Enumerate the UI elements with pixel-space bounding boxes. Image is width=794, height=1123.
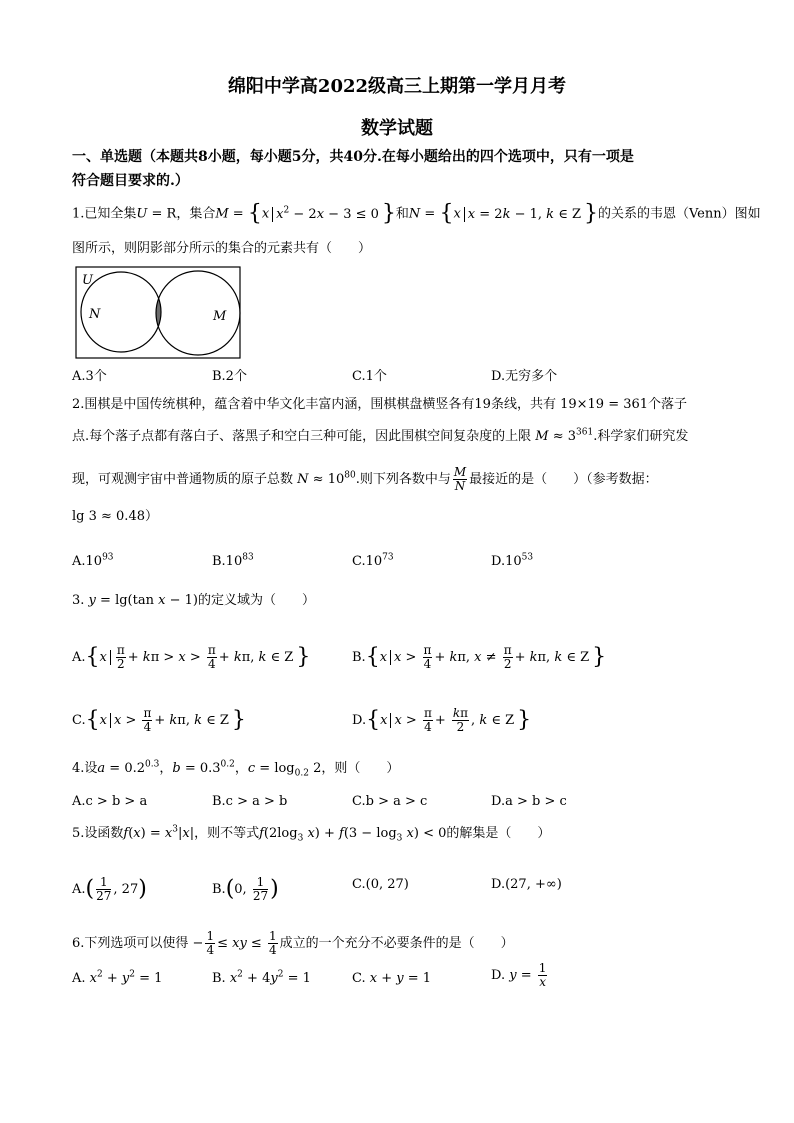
venn-diagram xyxy=(75,266,241,360)
q2-stem-line2: 点.每个落子点都有落白子、落黑子和空白三种可能，因此围棋空间复杂度的上限 $M \approx 3^{361}$.科学家们研究发 xyxy=(72,427,689,444)
venn-circle-m xyxy=(156,271,240,355)
q1-option-a[interactable]: A.3个 xyxy=(72,369,107,384)
q1-option-c[interactable]: C.1个 xyxy=(352,369,387,384)
venn-label-m: M xyxy=(213,309,227,324)
q4-option-b[interactable]: B.c > a > b xyxy=(212,794,288,809)
q2-stem-line4: lg 3 ≈ 0.48） xyxy=(72,509,158,524)
q2-option-b[interactable]: $B.10^{83}$ xyxy=(212,552,254,569)
venn-label-u: U xyxy=(82,273,93,288)
q1-stem-line1: 1.已知全集U = R，集合M = {x $x^2 - 2x - 3 \le 0$ }和N = {x x = 2k − 1, k ∈ Z }的关系的韦恩（Venn）图如 xyxy=(72,201,761,226)
q5-option-a[interactable]: A.( $\frac{1}{27}$ , 27) xyxy=(72,875,147,903)
q3-option-c[interactable]: C.{x x > $\frac{\pi}{4}$ + kπ, k ∈ Z } xyxy=(72,706,246,734)
q6-option-d[interactable]: D. y = $\frac{1}{x}$ xyxy=(491,961,547,989)
section-heading-line2: 符合题目要求的.） xyxy=(72,173,189,189)
venn-label-n: N xyxy=(89,307,101,322)
q6-stem: 6.下列选项可以使得 − $\frac{1}{4}$ ≤ xy ≤ $\frac{1}{4}$ 成立的一个充分不必要条件的是（ ） xyxy=(72,929,514,957)
q6-option-c[interactable]: C. x + y = 1 xyxy=(352,971,432,986)
q5-option-d[interactable]: D.(27, +∞) xyxy=(491,877,562,892)
q3-option-a[interactable]: A.{x $\frac{\pi}{2}$ + kπ > x > $\frac{\pi}{4}$ + kπ, k ∈ Z } xyxy=(72,643,311,671)
q2-option-a[interactable]: $A.10^{93}$ xyxy=(72,552,114,569)
section-heading-line1: 一、单选题（本题共8小题，每小题5分，共40分.在每小题给出的四个选项中，只有一项是 xyxy=(72,149,634,165)
q2-option-d[interactable]: $D.10^{53}$ xyxy=(491,552,534,569)
q2-stem-line3: 现，可观测宇宙中普通物质的原子总数 $N \approx 10^{80}$.则下列各数中与 $\frac{M}{N}$ 最接近的是（ ）（参考数据： xyxy=(72,465,658,493)
q4-stem: 4.设$a = 0.2^{0.3}$，$b = 0.3^{0.2}$，$c = \log_{0.2} 2$，则（ ） xyxy=(72,759,400,779)
q6-option-b[interactable]: B. $x^2 + 4y^2 = 1$ xyxy=(212,969,311,986)
q3-option-b[interactable]: B.{x x > $\frac{\pi}{4}$ + kπ, x ≠ $\frac{\pi}{2}$ + kπ, k ∈ Z } xyxy=(352,643,607,671)
q2-option-c[interactable]: $C.10^{73}$ xyxy=(352,552,394,569)
q3-stem: 3. y = lg(tan x − 1)的定义域为（ ） xyxy=(72,593,315,608)
q4-option-d[interactable]: D.a > b > c xyxy=(491,794,567,809)
q5-option-b[interactable]: B.(0, $\frac{1}{27}$ ) xyxy=(212,875,279,903)
q1-option-d[interactable]: D.无穷多个 xyxy=(491,369,558,384)
q5-stem: 5.设函数$f(x) = x^3|x|$，则不等式$f(2\log_3$ $x) + f(3 - \log_3 x) < 0$的解集是（ ） xyxy=(72,824,551,844)
q4-option-a[interactable]: A.c > b > a xyxy=(72,794,148,809)
exam-title: 绵阳中学高2022级高三上期第一学月月考 xyxy=(227,76,567,97)
q1-stem-line2: 图所示，则阴影部分所示的集合的元素共有（ ） xyxy=(72,241,372,256)
q4-option-c[interactable]: C.b > a > c xyxy=(352,794,428,809)
q6-option-a[interactable]: A. $x^2 + y^2 = 1$ xyxy=(72,969,163,986)
exam-subtitle: 数学试题 xyxy=(361,118,433,139)
q2-stem-line1: 2.围棋是中国传统棋种，蕴含着中华文化丰富内涵，围棋棋盘横竖各有19条线，共有 19×19 = 361个落子 xyxy=(72,397,688,412)
q1-option-b[interactable]: B.2个 xyxy=(212,369,247,384)
q3-option-d[interactable]: D.{x x > $\frac{\pi}{4}$ + $\frac{k\pi}{2}$ , k ∈ Z } xyxy=(352,706,532,734)
q5-option-c[interactable]: C.(0, 27) xyxy=(352,877,409,892)
